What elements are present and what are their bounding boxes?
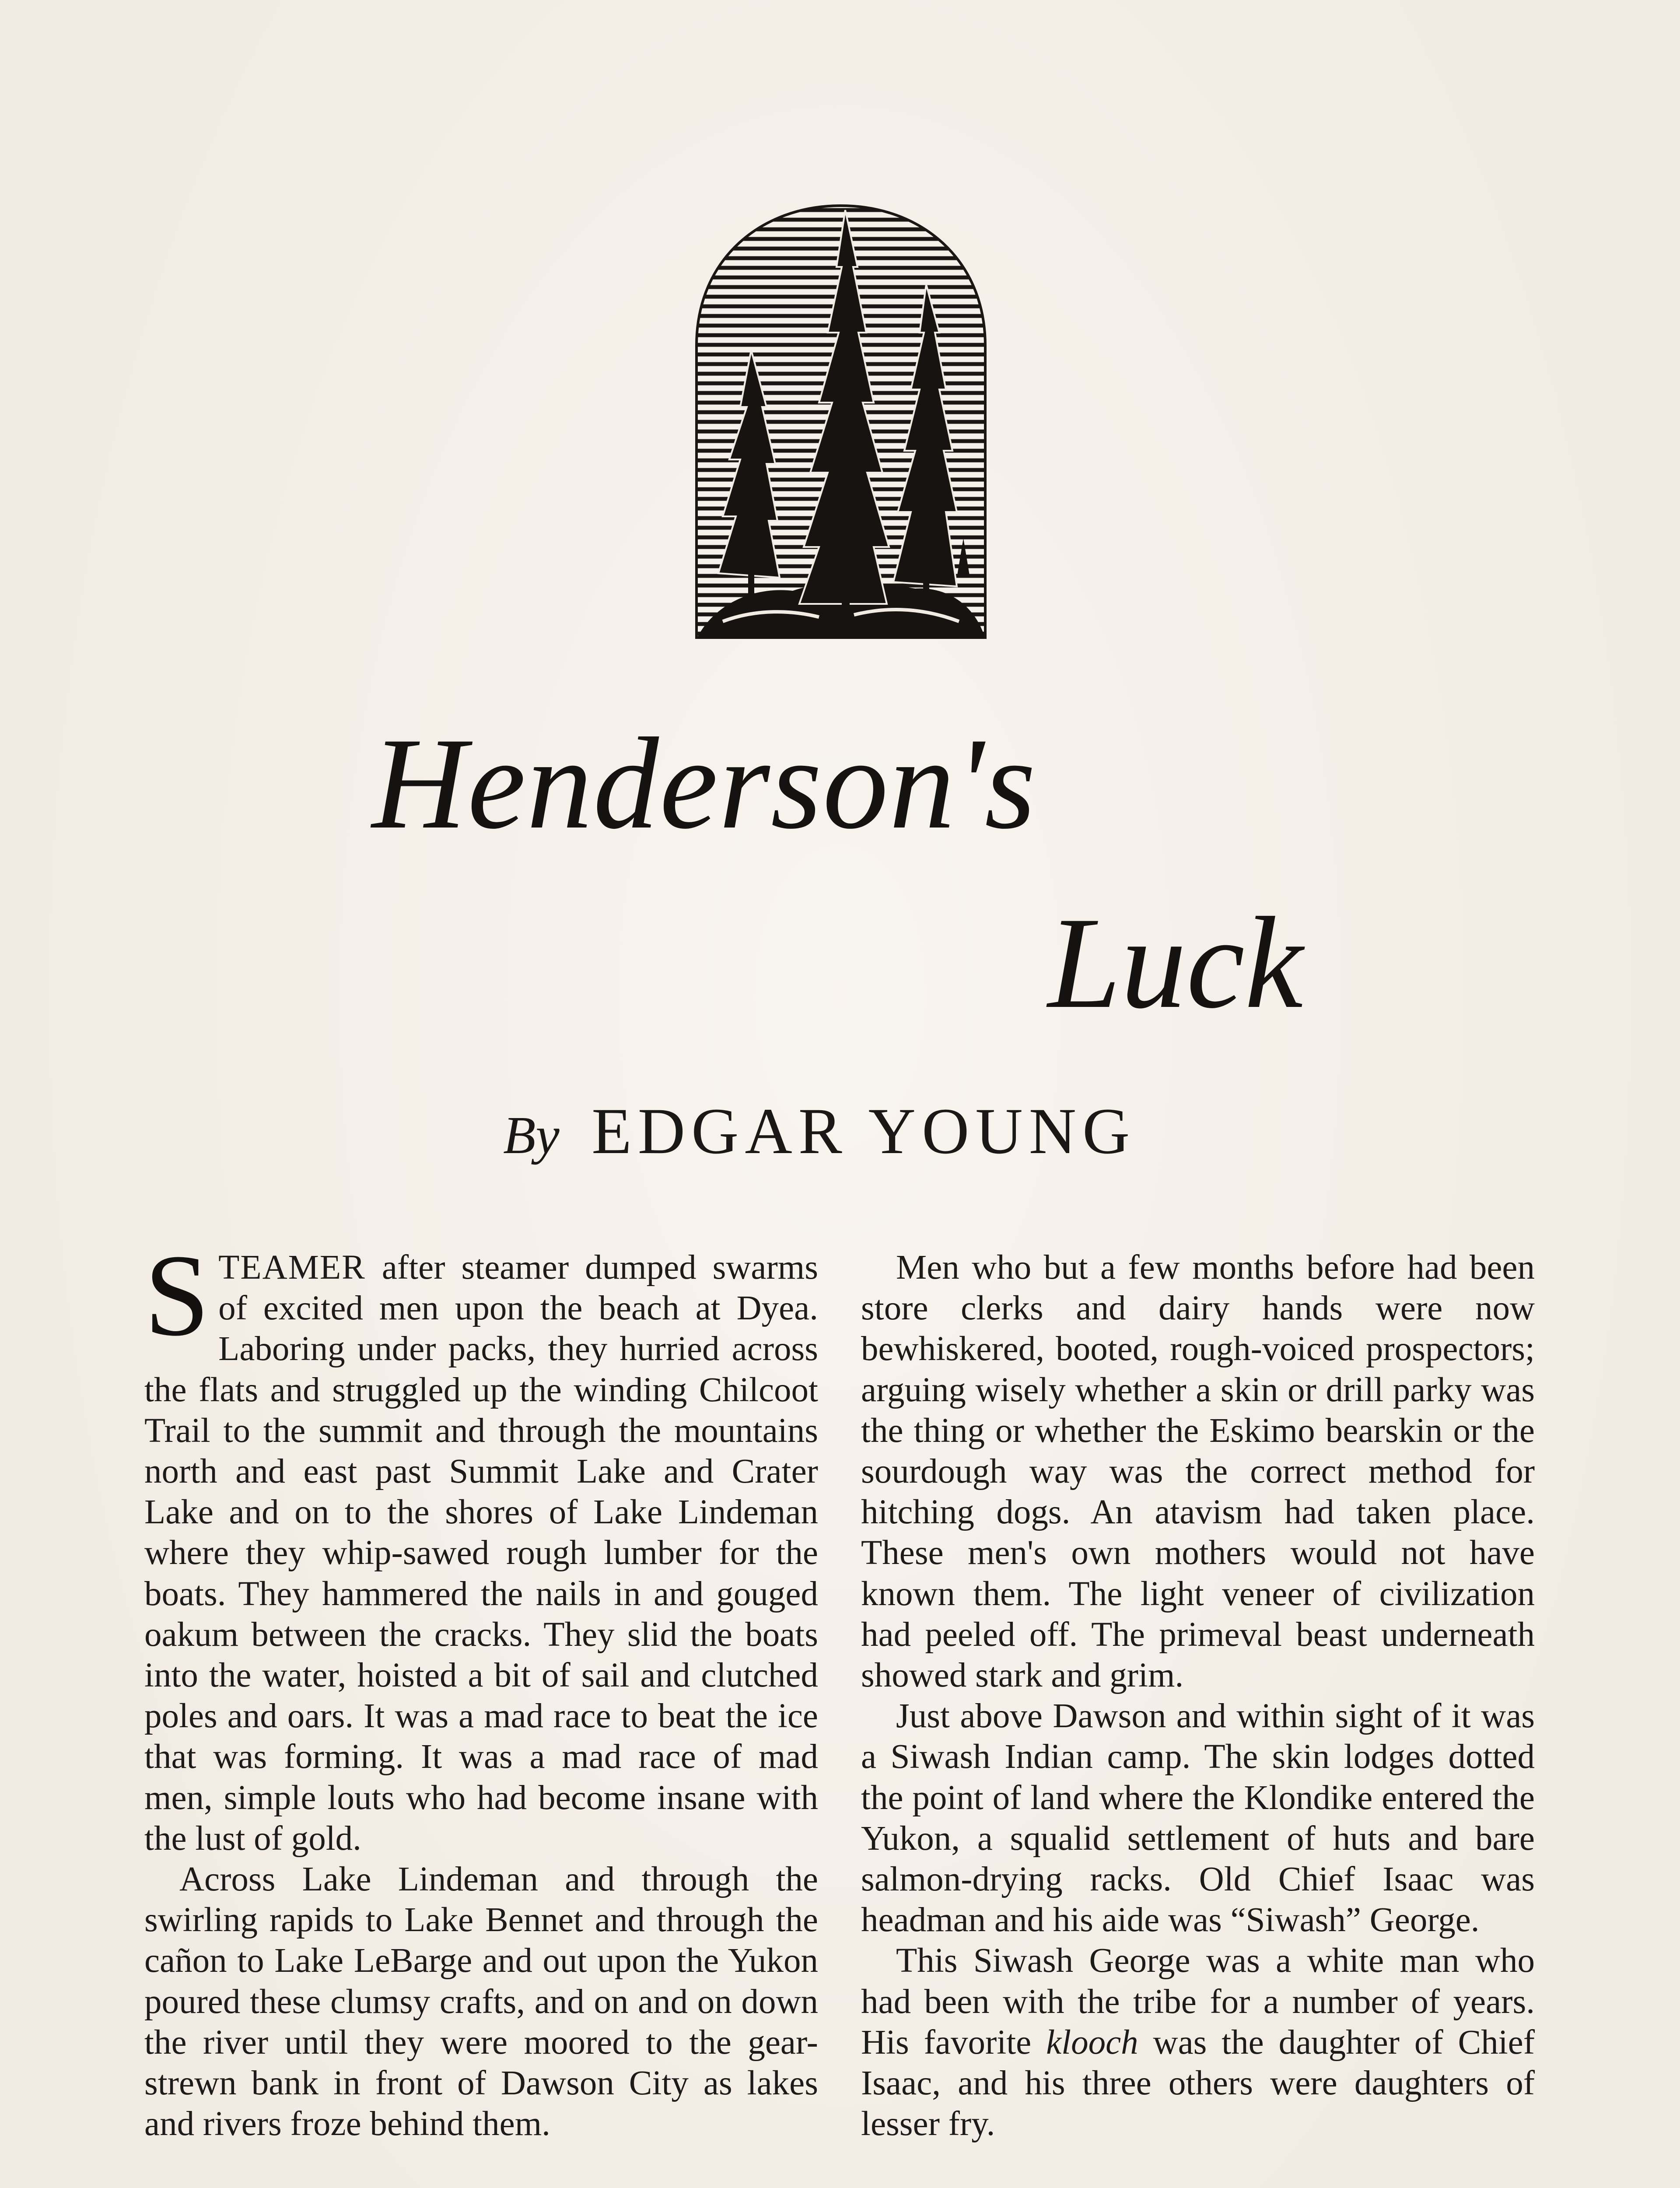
paragraph-text: after steamer dumped swarms of excited men upon the beach at Dyea. Laboring under packs, they hurried across the flats and struggled up the winding Chilcoot Trail to the summit and through the mountains north and east past Summit Lake and Crater Lake and on to the shores of Lake Lindeman where they whip-sawed rough lumber for the boats. They hammered the nails in and gouged oakum between the cracks. They slid the boats into the water, hoisted a bit of sail and clutched poles and oars. It was a mad race to beat the ice that was forming. It was a mad race of mad men, simple louts who had become insane with the lust of gold. — [144, 1248, 818, 1858]
byline-prefix: By — [503, 1106, 560, 1165]
italic-word: klooch — [1046, 2023, 1138, 2062]
paragraph-text: This Siwash George was a white man who had been with the tribe for a number of years. His favorite — [861, 1942, 1535, 2062]
paragraph: Just above Dawson and within sight of it was a Siwash Indian camp. The skin lodges dotted the point of land where the Klondike entered the Yukon, a squalid settlement of huts and bare salmon-drying racks. Old Chief Isaac was headman and his aide was “Siwash” George. — [861, 1697, 1535, 1939]
paragraph: Across Lake Lindeman and through the swirling rapids to Lake Bennet and through the cañon to Lake LeBarge and out upon the Yukon poured these clumsy crafts, and on and on down the river until they were moored to the gear-strewn bank in front of Dawson City as lakes and rivers froze behind them. — [144, 1860, 818, 2143]
paragraph — [144, 1230, 818, 1859]
byline — [503, 1095, 1136, 1168]
pine-trees-arch-woodcut-icon — [688, 201, 994, 648]
article-title-line-1: Henderson's — [372, 711, 1037, 856]
paragraph: Men who but a few months before had been store clerks and dairy hands were now bewhiskered, booted, rough-voiced prospectors; arguing wisely whether a skin or drill parky was the thing or whether the Eskimo bearskin or the sourdough way was the correct method for hitching dogs. An atavism had taken place. These men's own mothers would not have known them. The light veneer of civilization had peeled off. The primeval beast underneath showed stark and grim. — [861, 1248, 1535, 1695]
drop-cap: S — [144, 1230, 210, 1360]
author-name: EDGAR YOUNG — [592, 1095, 1136, 1168]
opening-word: TEAMER — [218, 1248, 366, 1287]
paragraph — [861, 1940, 1535, 2144]
paragraph-text: was the daughter of Chief Isaac, and his three others were daughters of lesser fry. — [861, 2023, 1535, 2143]
right-column — [861, 1247, 1535, 2144]
article-title-line-2: Luck — [1048, 890, 1303, 1035]
left-column — [144, 1230, 818, 2144]
